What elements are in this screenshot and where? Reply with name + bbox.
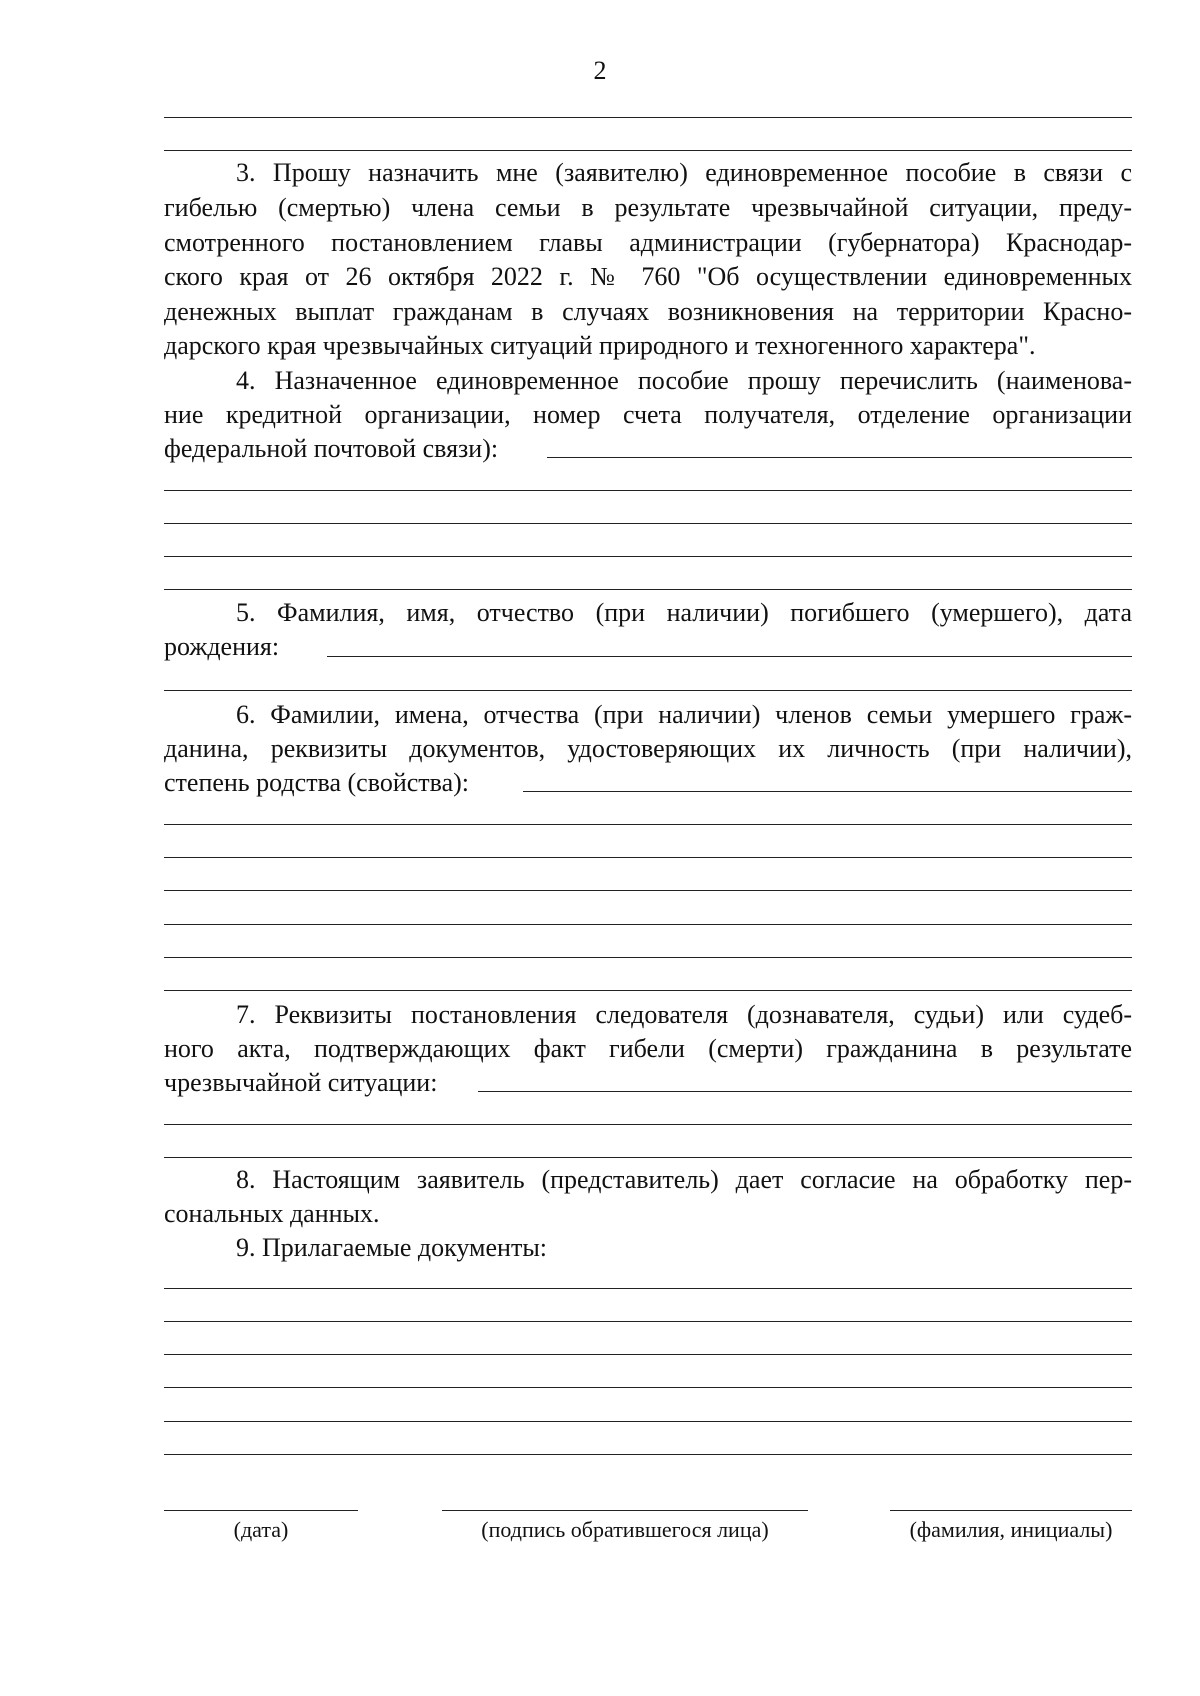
blank-line[interactable] xyxy=(164,1124,1132,1125)
paragraph-line: 7. Реквизиты постановления следователя (дознавателя, судьи) или судеб- xyxy=(236,1000,1132,1029)
blank-line[interactable] xyxy=(164,824,1132,825)
paragraph-line: федеральной почтовой связи): xyxy=(164,434,499,463)
item-9-label: 9. Прилагаемые документы: xyxy=(236,1233,548,1262)
blank-line[interactable] xyxy=(164,1421,1132,1422)
blank-line[interactable] xyxy=(164,924,1132,925)
blank-line[interactable] xyxy=(478,1091,1132,1092)
signature-field[interactable] xyxy=(442,1510,808,1511)
paragraph-line: гибелью (смертью) члена семьи в результате чрезвычайной ситуации, преду- xyxy=(164,193,1132,222)
paragraph-line: 5. Фамилия, имя, отчество (при наличии) погибшего (умершего), дата xyxy=(236,598,1132,627)
paragraph-line: рождения: xyxy=(164,632,280,661)
blank-line[interactable] xyxy=(164,890,1132,891)
paragraph-line: ного акта, подтверждающих факт гибели (смерти) гражданина в результате xyxy=(164,1034,1132,1063)
blank-line xyxy=(164,150,1132,151)
paragraph-line: ского края от 26 октября 2022 г. № 760 "Об осуществлении единовременных xyxy=(164,262,1132,291)
name-caption: (фамилия, инициалы) xyxy=(909,1517,1113,1542)
paragraph-line: 6. Фамилии, имена, отчества (при наличии) членов семьи умершего граж- xyxy=(236,700,1132,729)
blank-line[interactable] xyxy=(164,990,1132,991)
blank-line[interactable] xyxy=(523,791,1132,792)
blank-line[interactable] xyxy=(327,656,1132,657)
paragraph-line: данина, реквизиты документов, удостоверяющих их личность (при наличии), xyxy=(164,734,1132,763)
paragraph-line: 8. Настоящим заявитель (представитель) дает согласие на обработку пер- xyxy=(236,1165,1132,1194)
paragraph-line: 3. Прошу назначить мне (заявителю) единовременное пособие в связи с xyxy=(236,158,1132,187)
blank-line[interactable] xyxy=(164,1321,1132,1322)
blank-line[interactable] xyxy=(164,490,1132,491)
blank-line[interactable] xyxy=(164,556,1132,557)
blank-line[interactable] xyxy=(164,1157,1132,1158)
blank-line[interactable] xyxy=(164,1354,1132,1355)
blank-line[interactable] xyxy=(164,1454,1132,1455)
blank-line[interactable] xyxy=(164,857,1132,858)
page-number: 2 xyxy=(593,56,607,85)
signature-caption: (подпись обратившегося лица) xyxy=(481,1517,769,1542)
paragraph-line: смотренного постановлением главы администрации (губернатора) Краснодар- xyxy=(164,228,1132,257)
paragraph-line: денежных выплат гражданам в случаях возникновения на территории Красно- xyxy=(164,297,1132,326)
paragraph-line: ние кредитной организации, номер счета получателя, отделение организации xyxy=(164,400,1132,429)
name-field[interactable] xyxy=(890,1510,1132,1511)
date-caption: (дата) xyxy=(233,1517,289,1542)
paragraph-line: степень родства (свойства): xyxy=(164,768,469,797)
blank-line[interactable] xyxy=(164,523,1132,524)
paragraph-line: чрезвычайной ситуации: xyxy=(164,1068,438,1097)
blank-line[interactable] xyxy=(547,457,1132,458)
paragraph-line: сональных данных. xyxy=(164,1199,380,1228)
blank-line[interactable] xyxy=(164,589,1132,590)
paragraph-line: 4. Назначенное единовременное пособие прошу перечислить (наименова- xyxy=(236,366,1132,395)
date-field[interactable] xyxy=(164,1510,358,1511)
paragraph-line: дарского края чрезвычайных ситуаций природного и техногенного характера". xyxy=(164,331,1036,360)
blank-line[interactable] xyxy=(164,957,1132,958)
blank-line[interactable] xyxy=(164,1288,1132,1289)
blank-line xyxy=(164,117,1132,118)
blank-line[interactable] xyxy=(164,1387,1132,1388)
blank-line[interactable] xyxy=(164,690,1132,691)
